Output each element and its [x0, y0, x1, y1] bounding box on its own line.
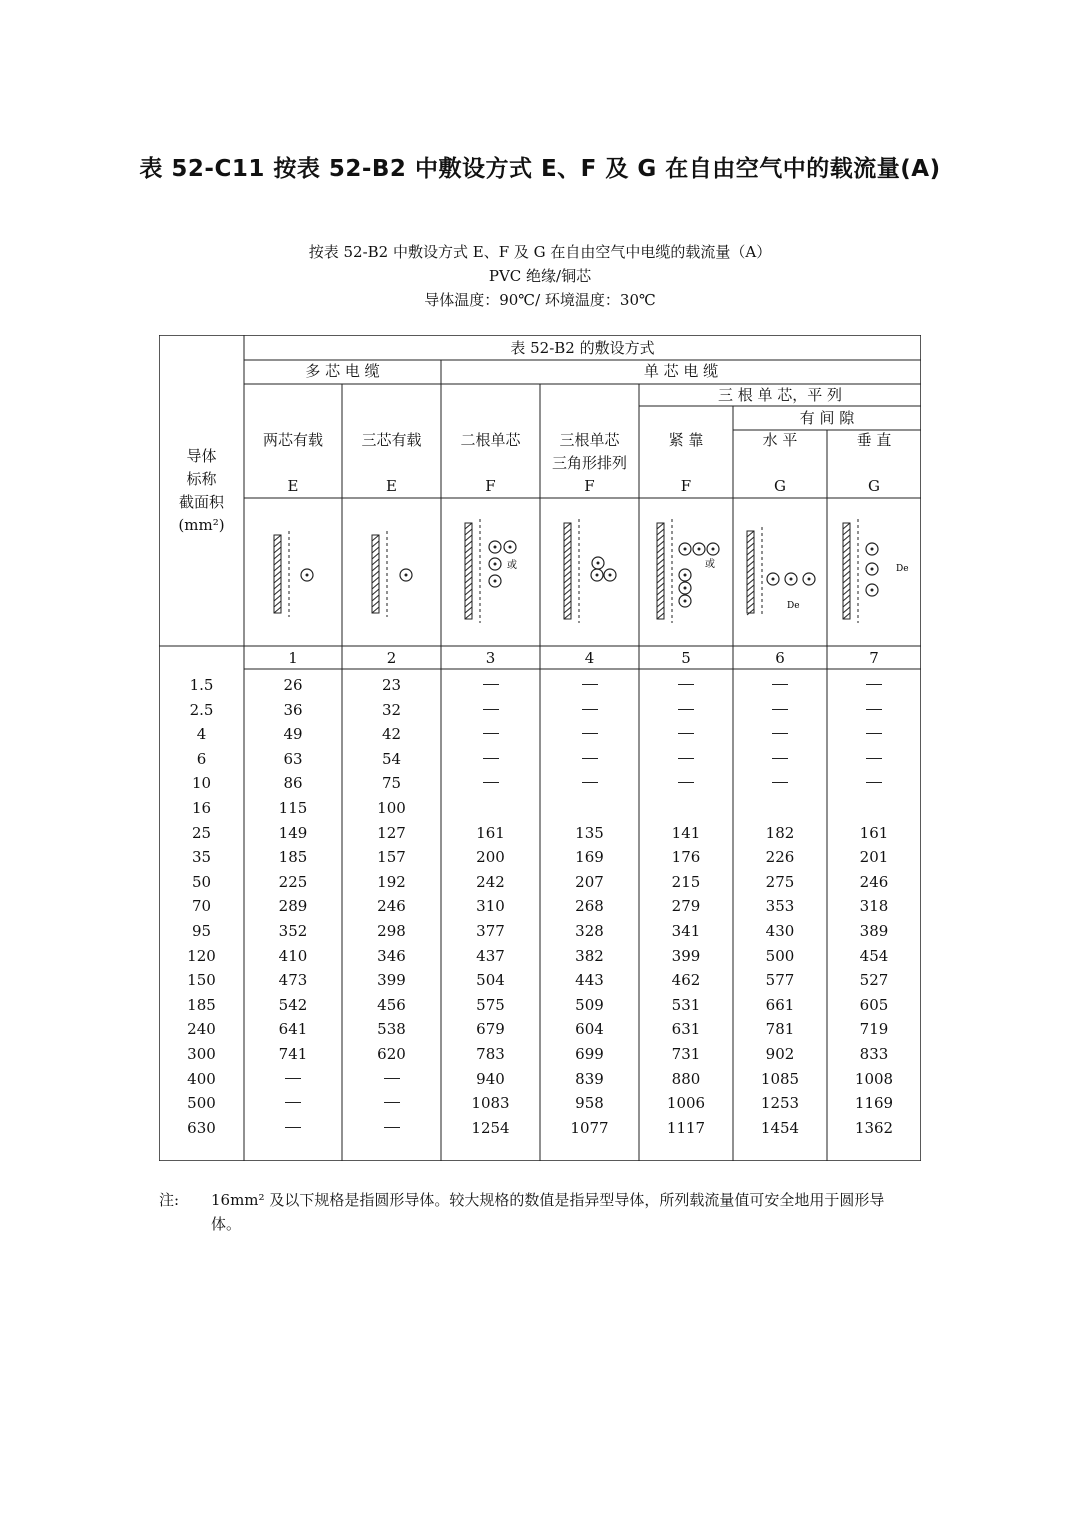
- column-number: 5: [681, 649, 691, 667]
- table-cell: 75: [381, 774, 402, 793]
- table-cell: 279: [671, 897, 701, 916]
- table-cell: 346: [377, 946, 406, 965]
- conductor-size: 35: [191, 848, 212, 867]
- table-cell: 473: [278, 971, 308, 990]
- table-cell: 127: [377, 823, 406, 842]
- column-method-code: E: [386, 477, 397, 495]
- table-cell: 783: [476, 1045, 505, 1063]
- table-cell: 298: [377, 922, 406, 940]
- table-cell: 353: [765, 897, 795, 916]
- table-cell: 225: [278, 872, 308, 891]
- no-value-dash: [772, 758, 788, 759]
- installation-diagram-5: [657, 519, 719, 623]
- conductor-size: 6: [196, 749, 207, 768]
- table-cell: 839: [575, 1069, 604, 1088]
- conductor-size: 400: [187, 1069, 216, 1088]
- conductor-size: 150: [187, 971, 216, 990]
- table-cell: 318: [859, 897, 889, 916]
- table-cell: 410: [278, 946, 308, 965]
- column-method-code: G: [868, 477, 880, 495]
- temperature-conditions: 导体温度：90℃/ 环境温度：30℃: [424, 291, 656, 309]
- table-cell: 1253: [760, 1094, 800, 1113]
- no-value-dash: [582, 709, 598, 710]
- table-cell: 23: [381, 676, 402, 694]
- table-cell: 699: [575, 1045, 604, 1063]
- installation-diagram-2: [372, 531, 412, 617]
- column-label: 水 平: [762, 431, 798, 449]
- table-cell: 1083: [471, 1094, 510, 1113]
- table-cell: 575: [476, 995, 505, 1014]
- svg-text:或: 或: [705, 559, 715, 570]
- note-label: 注:: [159, 1191, 180, 1209]
- no-value-dash: [772, 782, 788, 783]
- table-cell: 661: [765, 995, 795, 1014]
- multi-core-cable-header: 多 芯 电 缆: [305, 362, 380, 380]
- svg-text:De: De: [896, 564, 909, 574]
- insulation-type: PVC 绝缘/铜芯: [488, 267, 592, 285]
- table-cell: 100: [377, 799, 406, 817]
- ampacity-table: [159, 335, 921, 1161]
- table-cell: 527: [859, 971, 889, 990]
- conductor-size: 10: [191, 774, 212, 793]
- table-cell: 620: [377, 1045, 406, 1063]
- table-cell: 161: [476, 823, 505, 842]
- table-cell: 207: [575, 872, 604, 891]
- no-value-dash: [285, 1102, 301, 1103]
- table-cell: 246: [859, 872, 889, 891]
- no-value-dash: [772, 709, 788, 710]
- table-cell: 310: [476, 897, 505, 916]
- table-cell: 731: [671, 1045, 701, 1063]
- single-core-cable-header: 单 芯 电 缆: [643, 362, 719, 380]
- table-cell: 1008: [854, 1069, 894, 1088]
- table-cell: 352: [278, 922, 308, 940]
- column-label: 紧 靠: [668, 431, 704, 449]
- table-cell: 631: [671, 1020, 701, 1039]
- no-value-dash: [772, 733, 788, 734]
- conductor-size: 1.5: [189, 676, 214, 694]
- installation-diagram-7: [843, 519, 909, 623]
- table-cell: 268: [575, 897, 604, 916]
- table-cell: 86: [283, 774, 303, 793]
- table-cell: 192: [377, 872, 406, 891]
- table-cell: 115: [278, 799, 308, 817]
- conductor-area-header: 导体: [186, 447, 217, 465]
- conductor-area-header: 截面积: [178, 493, 224, 511]
- column-label: 垂 直: [856, 431, 892, 449]
- installation-diagram-4: [564, 519, 616, 623]
- column-label: 二根单芯: [460, 431, 521, 449]
- table-cell: 679: [476, 1020, 505, 1039]
- installation-diagram-6: [747, 527, 815, 617]
- table-cell: 958: [575, 1094, 604, 1113]
- table-cell: 1117: [666, 1118, 706, 1137]
- table-cell: 940: [476, 1069, 505, 1088]
- column-method-code: F: [584, 477, 595, 495]
- no-value-dash: [678, 709, 694, 710]
- table-cell: 430: [765, 922, 795, 940]
- table-cell: 741: [278, 1045, 308, 1063]
- table-cell: 443: [575, 971, 604, 990]
- three-single-core-flat-header: 三 根 单 芯，平 列: [717, 386, 843, 404]
- conductor-size: 240: [187, 1020, 216, 1039]
- conductor-size: 500: [187, 1094, 216, 1113]
- table-cell: 26: [283, 676, 303, 694]
- table-cell: 454: [859, 946, 889, 965]
- table-cell: 246: [377, 897, 406, 916]
- table-cell: 500: [765, 946, 795, 965]
- table-cell: 538: [377, 1020, 406, 1039]
- installation-method-header: 表 52-B2 的敷设方式: [510, 339, 655, 357]
- table-cell: 135: [575, 823, 604, 842]
- conductor-size: 25: [191, 823, 212, 842]
- table-cell: 226: [765, 848, 795, 867]
- table-cell: 36: [283, 700, 303, 719]
- no-value-dash: [866, 684, 882, 685]
- no-value-dash: [384, 1127, 400, 1128]
- table-cell: 49: [283, 725, 303, 744]
- table-cell: 605: [859, 995, 889, 1014]
- column-number: 6: [775, 649, 785, 667]
- conductor-area-header: (mm²): [178, 516, 225, 534]
- column-method-code: F: [680, 477, 692, 495]
- column-label: 三根单芯: [559, 431, 620, 449]
- table-cell: 382: [575, 946, 604, 965]
- no-value-dash: [866, 709, 882, 710]
- table-cell: 341: [671, 922, 701, 940]
- table-cell: 399: [377, 971, 406, 990]
- no-value-dash: [582, 733, 598, 734]
- table-cell: 504: [476, 971, 505, 990]
- table-cell: 719: [859, 1020, 889, 1039]
- no-value-dash: [866, 733, 882, 734]
- no-value-dash: [483, 758, 499, 759]
- column-number: 1: [288, 649, 298, 667]
- table-cell: 185: [278, 848, 308, 867]
- column-label: 三芯有载: [361, 431, 422, 449]
- spaced-header: 有 间 隙: [799, 409, 855, 427]
- table-cell: 42: [381, 725, 402, 744]
- conductor-size: 630: [187, 1118, 216, 1137]
- table-cell: 1077: [570, 1118, 609, 1137]
- table-cell: 54: [381, 749, 402, 768]
- table-cell: 1006: [666, 1094, 706, 1113]
- column-number: 2: [386, 649, 397, 667]
- svg-text:De: De: [787, 601, 800, 611]
- table-cell: 880: [671, 1069, 701, 1088]
- table-cell: 377: [476, 922, 505, 940]
- table-cell: 289: [278, 897, 308, 916]
- table-cell: 437: [476, 946, 505, 965]
- no-value-dash: [483, 733, 499, 734]
- no-value-dash: [384, 1078, 400, 1079]
- no-value-dash: [384, 1102, 400, 1103]
- no-value-dash: [866, 758, 882, 759]
- table-cell: 1085: [760, 1069, 800, 1088]
- no-value-dash: [285, 1078, 301, 1079]
- table-cell: 604: [575, 1020, 604, 1039]
- conductor-size: 95: [191, 922, 212, 940]
- table-cell: 399: [671, 946, 701, 965]
- table-cell: 182: [765, 823, 795, 842]
- table-cell: 275: [765, 872, 795, 891]
- table-cell: 389: [859, 922, 889, 940]
- column-label: 三角形排列: [551, 454, 627, 472]
- conductor-size: 70: [191, 897, 212, 916]
- no-value-dash: [678, 684, 694, 685]
- table-cell: 32: [381, 700, 402, 719]
- column-method-code: F: [485, 477, 496, 495]
- conductor-size: 4: [196, 725, 207, 744]
- no-value-dash: [483, 782, 499, 783]
- table-cell: 176: [671, 848, 701, 867]
- table-cell: 161: [859, 823, 889, 842]
- table-cell: 157: [377, 848, 406, 867]
- table-cell: 328: [575, 922, 604, 940]
- table-cell: 456: [377, 995, 406, 1014]
- no-value-dash: [285, 1127, 301, 1128]
- table-cell: 215: [671, 872, 701, 891]
- column-label: 两芯有载: [262, 431, 323, 449]
- table-cell: 577: [765, 971, 795, 990]
- table-cell: 531: [671, 995, 701, 1014]
- table-cell: 1169: [854, 1094, 894, 1113]
- conductor-size: 2.5: [189, 700, 214, 719]
- table-cell: 1454: [760, 1118, 800, 1137]
- column-method-code: E: [287, 477, 299, 495]
- column-number: 7: [869, 649, 879, 667]
- table-cell: 169: [575, 848, 604, 867]
- table-cell: 242: [476, 872, 505, 891]
- conductor-size: 50: [191, 872, 212, 891]
- table-cell: 509: [575, 995, 604, 1014]
- column-number: 4: [584, 649, 595, 667]
- no-value-dash: [483, 709, 499, 710]
- table-cell: 462: [671, 971, 701, 990]
- installation-diagram-1: [274, 531, 313, 617]
- no-value-dash: [678, 758, 694, 759]
- table-cell: 149: [278, 823, 308, 842]
- table-subtitle: 按表 52-B2 中敷设方式 E、F 及 G 在自由空气中电缆的载流量（A）: [308, 243, 772, 261]
- no-value-dash: [582, 782, 598, 783]
- table-cell: 200: [476, 848, 505, 867]
- page-title: 表 52-C11 按表 52-B2 中敷设方式 E、F 及 G 在自由空气中的载流量(A): [139, 156, 941, 182]
- table-cell: 63: [283, 749, 303, 768]
- no-value-dash: [582, 684, 598, 685]
- no-value-dash: [582, 758, 598, 759]
- table-cell: 833: [859, 1045, 889, 1063]
- table-cell: 201: [859, 848, 889, 867]
- conductor-size: 300: [187, 1045, 216, 1063]
- no-value-dash: [772, 684, 788, 685]
- table-cell: 1254: [471, 1118, 510, 1137]
- table-cell: 641: [278, 1020, 308, 1039]
- column-method-code: G: [774, 477, 786, 495]
- table-cell: 902: [765, 1045, 795, 1063]
- conductor-size: 16: [191, 799, 212, 817]
- column-number: 3: [485, 649, 496, 667]
- note-text: 16mm² 及以下规格是指圆形导体。较大规格的数值是指异型导体，所列载流量值可安全地用于圆形导体。: [211, 1191, 885, 1233]
- no-value-dash: [678, 782, 694, 783]
- no-value-dash: [866, 782, 882, 783]
- conductor-size: 185: [187, 995, 216, 1014]
- table-cell: 781: [765, 1020, 795, 1039]
- table-cell: 141: [671, 823, 701, 842]
- installation-diagram-3: [465, 519, 517, 623]
- no-value-dash: [483, 684, 499, 685]
- conductor-area-header: 标称: [186, 470, 217, 488]
- no-value-dash: [678, 733, 694, 734]
- svg-text:或: 或: [507, 560, 517, 571]
- conductor-size: 120: [187, 946, 216, 965]
- table-cell: 1362: [854, 1118, 894, 1137]
- table-cell: 542: [278, 995, 308, 1014]
